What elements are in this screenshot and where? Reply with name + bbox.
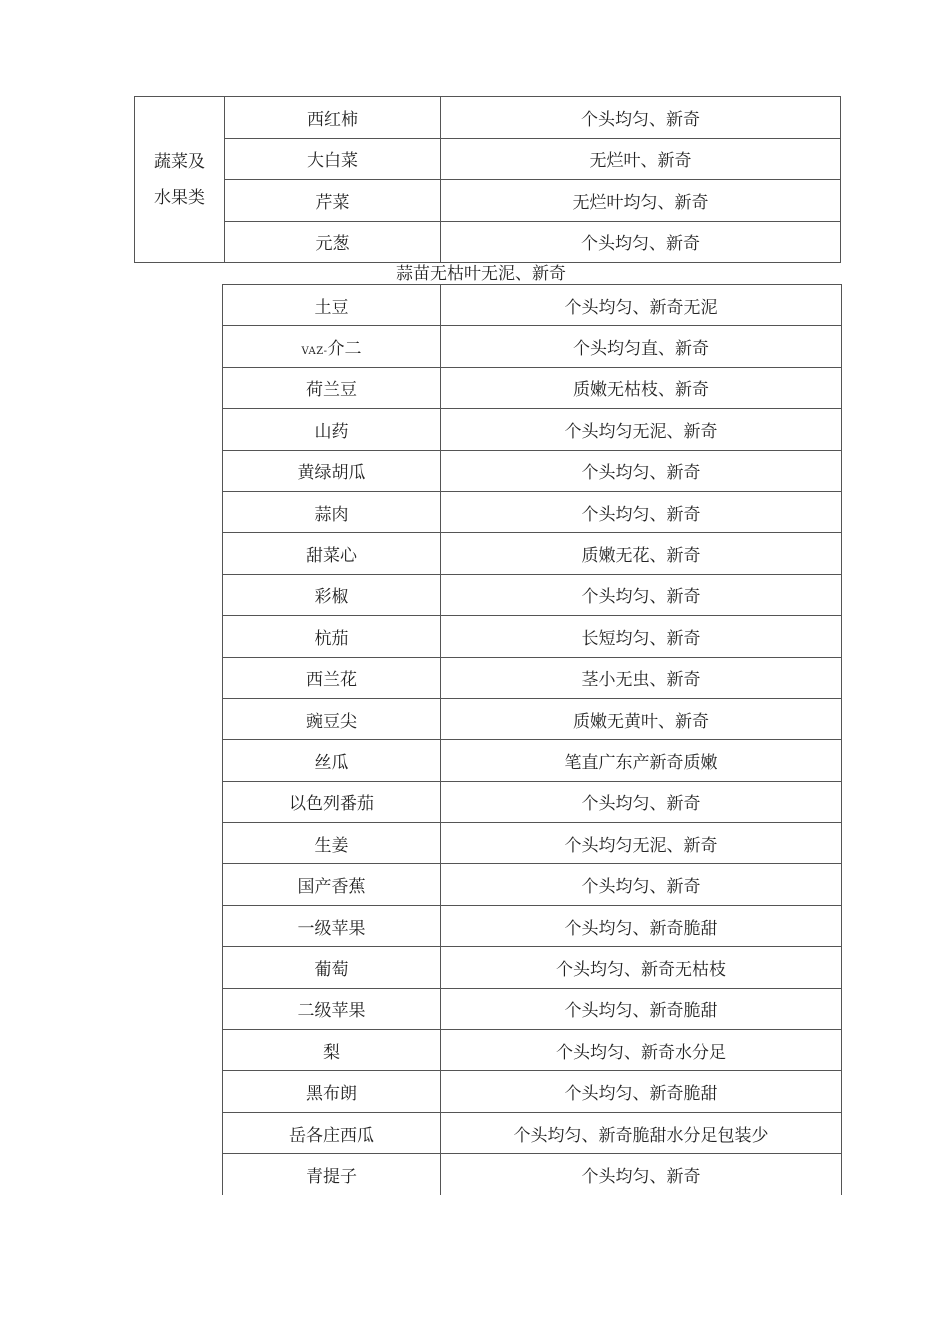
- item-name-cell: [223, 326, 441, 367]
- item-desc: 个头均匀直、新奇: [441, 326, 842, 367]
- item-name: 甜菜心: [223, 533, 441, 574]
- item-name: 芹菜: [225, 180, 441, 222]
- table-row: [223, 657, 842, 698]
- item-desc: 无烂叶、新奇: [441, 138, 841, 180]
- item-name-prefix: VAZ-: [301, 346, 328, 358]
- detached-row-text: 蒜苗无枯叶无泥、新奇: [396, 264, 566, 284]
- table-row: [223, 1030, 842, 1071]
- item-desc: 个头均匀、新奇脆甜水分足包装少: [441, 1112, 842, 1153]
- produce-table-top: [134, 96, 841, 263]
- item-desc: 质嫩无黄叶、新奇: [441, 698, 842, 739]
- item-name: 黄绿胡瓜: [223, 450, 441, 491]
- item-desc: 无烂叶均匀、新奇: [441, 180, 841, 222]
- table-row: [223, 409, 842, 450]
- item-name: 荷兰豆: [223, 367, 441, 408]
- item-desc: 质嫩无枯枝、新奇: [441, 367, 842, 408]
- table-row: [223, 988, 842, 1029]
- table-row: [223, 781, 842, 822]
- item-name: 土豆: [223, 285, 441, 326]
- table-row: [223, 491, 842, 532]
- item-desc: 质嫩无花、新奇: [441, 533, 842, 574]
- item-name: 大白菜: [225, 138, 441, 180]
- item-desc: 笔直广东产新奇质嫩: [441, 740, 842, 781]
- item-name: 豌豆尖: [223, 698, 441, 739]
- item-desc: 个头均匀、新奇: [441, 864, 842, 905]
- item-name: 彩椒: [223, 574, 441, 615]
- category-line: 蔬菜及: [154, 151, 205, 172]
- item-desc: 个头均匀、新奇: [441, 97, 841, 139]
- item-desc: 个头均匀、新奇: [441, 450, 842, 491]
- item-desc: 个头均匀、新奇水分足: [441, 1030, 842, 1071]
- item-name: 青提子: [223, 1154, 441, 1195]
- table-row: [223, 1154, 842, 1195]
- item-name: 岳各庄西瓜: [223, 1112, 441, 1153]
- item-desc: 个头均匀、新奇: [441, 574, 842, 615]
- table-row: [223, 905, 842, 946]
- item-desc: 个头均匀、新奇无枯枝: [441, 947, 842, 988]
- table-row: [223, 326, 842, 367]
- item-desc: 个头均匀无泥、新奇: [441, 823, 842, 864]
- table-row: [223, 864, 842, 905]
- table-row: [223, 367, 842, 408]
- item-name: 生姜: [223, 823, 441, 864]
- table-row: [223, 533, 842, 574]
- item-desc: 茎小无虫、新奇: [441, 657, 842, 698]
- category-line: 水果类: [154, 187, 205, 208]
- item-desc: 个头均匀、新奇脆甜: [441, 1071, 842, 1112]
- table-row: [223, 947, 842, 988]
- item-name: 梨: [223, 1030, 441, 1071]
- category-cell: [135, 97, 225, 263]
- item-desc: 个头均匀、新奇: [441, 221, 841, 263]
- item-desc: 个头均匀、新奇: [441, 1154, 842, 1195]
- produce-table-bottom: [222, 284, 842, 1195]
- item-name: 黑布朗: [223, 1071, 441, 1112]
- table-row: [223, 823, 842, 864]
- item-name: 国产香蕉: [223, 864, 441, 905]
- item-name: 西红柿: [225, 97, 441, 139]
- item-name: 葡萄: [223, 947, 441, 988]
- table-row: [223, 285, 842, 326]
- item-desc: 个头均匀、新奇: [441, 781, 842, 822]
- item-desc: 长短均匀、新奇: [441, 616, 842, 657]
- item-name: 一级苹果: [223, 905, 441, 946]
- item-name: 丝瓜: [223, 740, 441, 781]
- table-row: [223, 1071, 842, 1112]
- item-name: 山药: [223, 409, 441, 450]
- item-name: 西兰花: [223, 657, 441, 698]
- item-name: 蒜肉: [223, 491, 441, 532]
- table-row: [223, 574, 842, 615]
- table-row: [135, 97, 841, 139]
- item-name: 元葱: [225, 221, 441, 263]
- table-row: [223, 698, 842, 739]
- table-row: [223, 616, 842, 657]
- table-row: [223, 740, 842, 781]
- table-row: [135, 138, 841, 180]
- item-desc: 个头均匀、新奇脆甜: [441, 905, 842, 946]
- item-name: 以色列番茄: [223, 781, 441, 822]
- item-desc: 个头均匀、新奇: [441, 491, 842, 532]
- item-desc: 个头均匀、新奇无泥: [441, 285, 842, 326]
- item-name: 介二: [327, 339, 362, 360]
- item-desc: 个头均匀无泥、新奇: [441, 409, 842, 450]
- item-name: 二级苹果: [223, 988, 441, 1029]
- item-name: 杭茄: [223, 616, 441, 657]
- item-desc: 个头均匀、新奇脆甜: [441, 988, 842, 1029]
- table-row: [223, 1112, 842, 1153]
- table-row: [135, 221, 841, 263]
- table-row: [223, 450, 842, 491]
- table-row: [135, 180, 841, 222]
